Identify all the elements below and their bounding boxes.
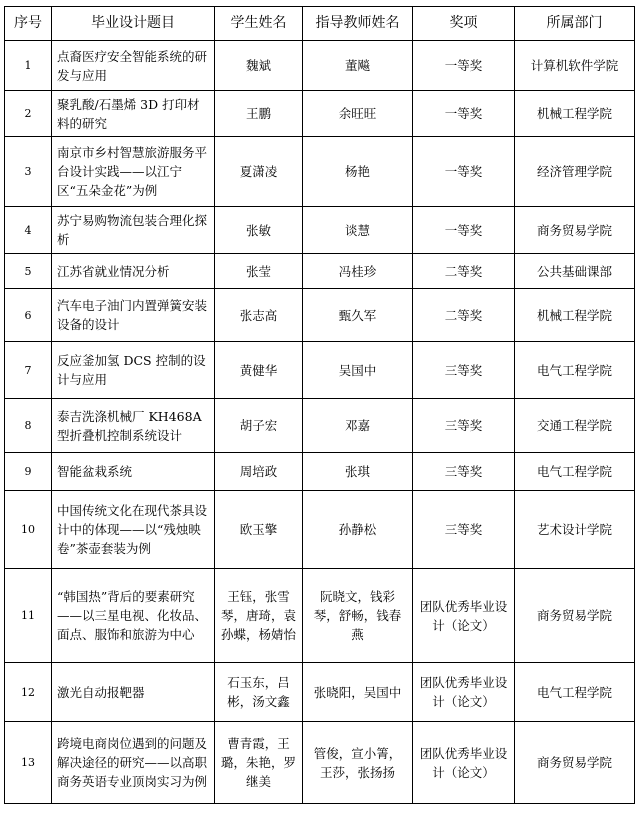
thesis-title: “韩国热”背后的要素研究——以三星电视、化妆品、面点、服饰和旅游为中心	[52, 569, 215, 663]
table-row	[5, 289, 635, 342]
department: 商务贸易学院	[515, 569, 635, 663]
row-number: 12	[5, 663, 52, 722]
department: 电气工程学院	[515, 663, 635, 722]
thesis-title: 汽车电子油门内置弹簧安装设备的设计	[52, 289, 215, 342]
advisor-name: 吴国中	[303, 342, 413, 399]
student-name: 张莹	[215, 254, 303, 289]
department: 艺术设计学院	[515, 491, 635, 569]
advisor-name: 邓嘉	[303, 399, 413, 453]
table-row	[5, 453, 635, 491]
advisor-name: 杨艳	[303, 137, 413, 207]
advisor-name: 孙静松	[303, 491, 413, 569]
department: 电气工程学院	[515, 342, 635, 399]
thesis-title: 激光自动报靶器	[52, 663, 215, 722]
thesis-title: 中国传统文化在现代茶具设计中的体现——以“残烛映卷”茶壶套装为例	[52, 491, 215, 569]
department: 电气工程学院	[515, 453, 635, 491]
table-row	[5, 342, 635, 399]
header-award: 奖项	[413, 7, 515, 41]
award-level: 团队优秀毕业设计（论文）	[413, 569, 515, 663]
student-name: 王钰，张雪琴，唐琦，袁孙蝶，杨婧怡	[215, 569, 303, 663]
header-dept: 所属部门	[515, 7, 635, 41]
award-level: 三等奖	[413, 453, 515, 491]
award-level: 三等奖	[413, 342, 515, 399]
row-number: 9	[5, 453, 52, 491]
thesis-title: 点裔医疗安全智能系统的研发与应用	[52, 41, 215, 91]
award-level: 一等奖	[413, 41, 515, 91]
department: 机械工程学院	[515, 289, 635, 342]
table-row	[5, 663, 635, 722]
thesis-title: 江苏省就业情况分析	[52, 254, 215, 289]
table-row	[5, 569, 635, 663]
award-level: 一等奖	[413, 137, 515, 207]
row-number: 10	[5, 491, 52, 569]
student-name: 曹青霞，王璐，朱艳，罗继美	[215, 722, 303, 804]
row-number: 6	[5, 289, 52, 342]
row-number: 3	[5, 137, 52, 207]
thesis-title: 苏宁易购物流包装合理化探析	[52, 207, 215, 254]
table-row	[5, 491, 635, 569]
department: 商务贸易学院	[515, 207, 635, 254]
award-level: 二等奖	[413, 289, 515, 342]
thesis-title: 泰吉洗涤机械厂 KH468A型折叠机控制系统设计	[52, 399, 215, 453]
thesis-title: 跨境电商岗位遇到的问题及解决途径的研究——以高职商务英语专业顶岗实习为例	[52, 722, 215, 804]
table-row	[5, 41, 635, 91]
department: 经济管理学院	[515, 137, 635, 207]
advisor-name: 冯桂珍	[303, 254, 413, 289]
header-title: 毕业设计题目	[52, 7, 215, 41]
header-advisor: 指导教师姓名	[303, 7, 413, 41]
advisor-name: 张琪	[303, 453, 413, 491]
header-no: 序号	[5, 7, 52, 41]
header-row	[5, 7, 635, 41]
row-number: 7	[5, 342, 52, 399]
row-number: 4	[5, 207, 52, 254]
awards-table	[4, 6, 635, 804]
thesis-title: 南京市乡村智慧旅游服务平台设计实践——以江宁区“五朵金花”为例	[52, 137, 215, 207]
department: 计算机软件学院	[515, 41, 635, 91]
advisor-name: 阮晓文，钱彩琴，舒畅，钱春燕	[303, 569, 413, 663]
row-number: 5	[5, 254, 52, 289]
advisor-name: 甄久军	[303, 289, 413, 342]
advisor-name: 管俊，宣小箐，王莎，张扬扬	[303, 722, 413, 804]
student-name: 魏斌	[215, 41, 303, 91]
student-name: 黄健华	[215, 342, 303, 399]
student-name: 胡子宏	[215, 399, 303, 453]
row-number: 1	[5, 41, 52, 91]
student-name: 欧玉擎	[215, 491, 303, 569]
table-row	[5, 207, 635, 254]
advisor-name: 张晓阳，吴国中	[303, 663, 413, 722]
advisor-name: 余旺旺	[303, 91, 413, 137]
advisor-name: 董飚	[303, 41, 413, 91]
advisor-name: 谈慧	[303, 207, 413, 254]
thesis-title: 聚乳酸/石墨烯 3D 打印材料的研究	[52, 91, 215, 137]
student-name: 张志高	[215, 289, 303, 342]
department: 商务贸易学院	[515, 722, 635, 804]
table-row	[5, 137, 635, 207]
department: 交通工程学院	[515, 399, 635, 453]
student-name: 周培政	[215, 453, 303, 491]
award-level: 团队优秀毕业设计（论文）	[413, 722, 515, 804]
student-name: 石玉东，吕彬，汤文鑫	[215, 663, 303, 722]
student-name: 夏潇凌	[215, 137, 303, 207]
table-row	[5, 722, 635, 804]
award-level: 二等奖	[413, 254, 515, 289]
award-level: 团队优秀毕业设计（论文）	[413, 663, 515, 722]
student-name: 王鹏	[215, 91, 303, 137]
thesis-title: 智能盆栽系统	[52, 453, 215, 491]
row-number: 8	[5, 399, 52, 453]
table-row	[5, 399, 635, 453]
award-level: 三等奖	[413, 399, 515, 453]
row-number: 2	[5, 91, 52, 137]
header-student: 学生姓名	[215, 7, 303, 41]
award-level: 三等奖	[413, 491, 515, 569]
table-row	[5, 254, 635, 289]
row-number: 13	[5, 722, 52, 804]
row-number: 11	[5, 569, 52, 663]
department: 公共基础课部	[515, 254, 635, 289]
thesis-title: 反应釜加氢 DCS 控制的设计与应用	[52, 342, 215, 399]
department: 机械工程学院	[515, 91, 635, 137]
student-name: 张敏	[215, 207, 303, 254]
award-level: 一等奖	[413, 91, 515, 137]
table-row	[5, 91, 635, 137]
award-level: 一等奖	[413, 207, 515, 254]
